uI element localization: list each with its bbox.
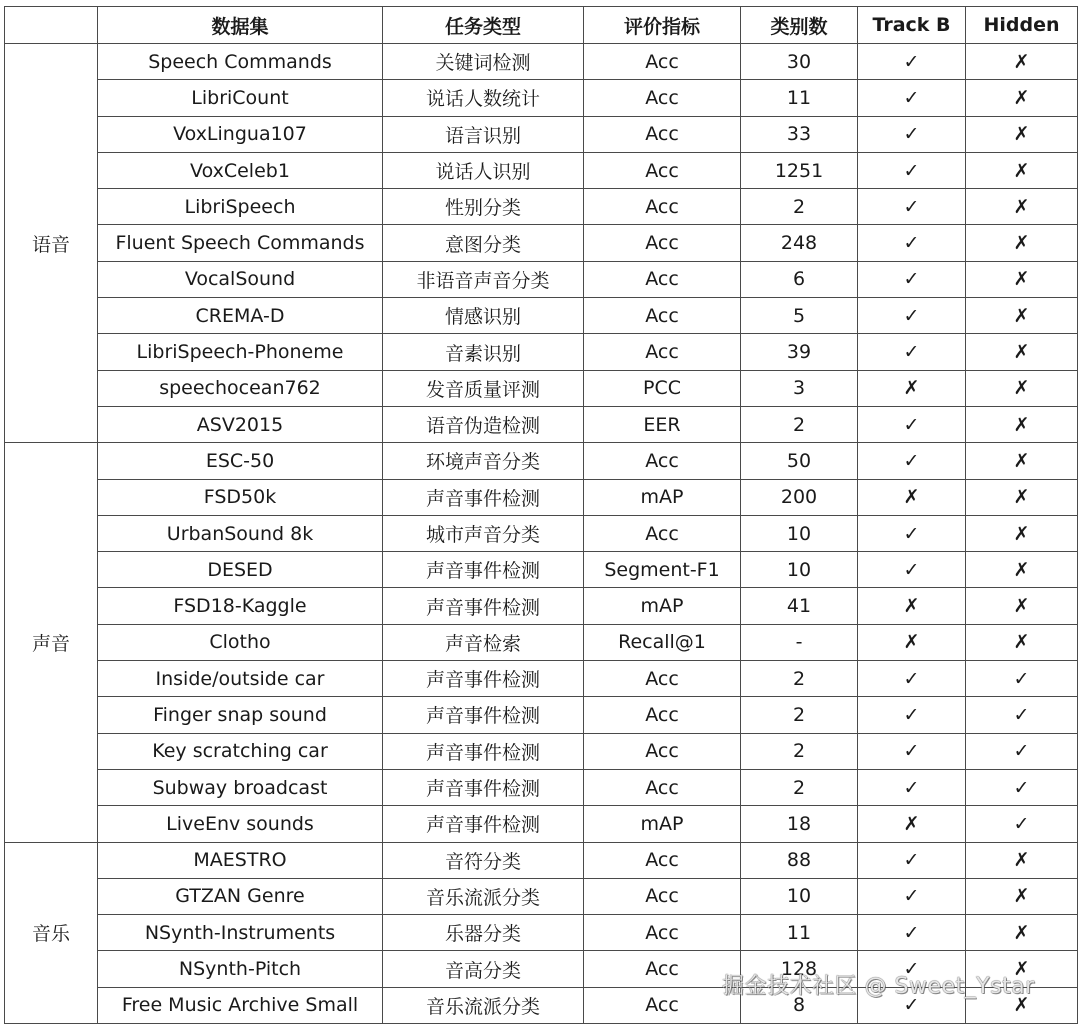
track-b-mark-icon: ✓ — [858, 661, 966, 697]
track-b-mark-icon: ✓ — [858, 733, 966, 769]
table-row — [5, 261, 1078, 297]
dataset-cell: VoxLingua107 — [98, 116, 383, 152]
table-row — [5, 443, 1078, 479]
header-dataset: 数据集 — [98, 7, 383, 44]
hidden-mark-icon: ✗ — [966, 44, 1078, 80]
table-row — [5, 370, 1078, 406]
table-row — [5, 769, 1078, 805]
task-type-cell: 语言识别 — [383, 116, 584, 152]
task-type-cell: 音乐流派分类 — [383, 987, 584, 1023]
category-label: 声音 — [5, 443, 98, 842]
metric-cell: Acc — [584, 261, 741, 297]
header-category — [5, 7, 98, 44]
track-b-mark-icon: ✓ — [858, 298, 966, 334]
task-type-cell: 声音检索 — [383, 624, 584, 660]
task-type-cell: 音符分类 — [383, 842, 584, 878]
table-row — [5, 915, 1078, 951]
table-row — [5, 189, 1078, 225]
dataset-cell: FSD18-Kaggle — [98, 588, 383, 624]
track-b-mark-icon: ✓ — [858, 878, 966, 914]
track-b-mark-icon: ✓ — [858, 225, 966, 261]
dataset-cell: Clotho — [98, 624, 383, 660]
dataset-cell: UrbanSound 8k — [98, 515, 383, 551]
metric-cell: Segment-F1 — [584, 552, 741, 588]
track-b-mark-icon: ✓ — [858, 80, 966, 116]
metric-cell: EER — [584, 406, 741, 442]
hidden-mark-icon: ✓ — [966, 697, 1078, 733]
hidden-mark-icon: ✗ — [966, 298, 1078, 334]
track-b-mark-icon: ✓ — [858, 951, 966, 987]
hidden-mark-icon: ✗ — [966, 370, 1078, 406]
metric-cell: mAP — [584, 479, 741, 515]
table-row — [5, 552, 1078, 588]
task-type-cell: 非语音声音分类 — [383, 261, 584, 297]
metric-cell: Acc — [584, 842, 741, 878]
track-b-mark-icon: ✓ — [858, 915, 966, 951]
metric-cell: Acc — [584, 733, 741, 769]
dataset-cell: ESC-50 — [98, 443, 383, 479]
dataset-cell: VocalSound — [98, 261, 383, 297]
hidden-mark-icon: ✗ — [966, 842, 1078, 878]
class-count-cell: 2 — [741, 733, 858, 769]
metric-cell: Acc — [584, 443, 741, 479]
task-type-cell: 说话人识别 — [383, 152, 584, 188]
task-type-cell: 情感识别 — [383, 298, 584, 334]
metric-cell: Acc — [584, 915, 741, 951]
track-b-mark-icon: ✓ — [858, 152, 966, 188]
metric-cell: Acc — [584, 116, 741, 152]
task-type-cell: 乐器分类 — [383, 915, 584, 951]
task-type-cell: 声音事件检测 — [383, 479, 584, 515]
hidden-mark-icon: ✗ — [966, 624, 1078, 660]
class-count-cell: 33 — [741, 116, 858, 152]
dataset-cell: DESED — [98, 552, 383, 588]
dataset-cell: Fluent Speech Commands — [98, 225, 383, 261]
dataset-cell: LiveEnv sounds — [98, 806, 383, 842]
class-count-cell: 2 — [741, 406, 858, 442]
hidden-mark-icon: ✗ — [966, 406, 1078, 442]
class-count-cell: 2 — [741, 189, 858, 225]
hidden-mark-icon: ✓ — [966, 733, 1078, 769]
metric-cell: Acc — [584, 987, 741, 1023]
table-row — [5, 661, 1078, 697]
task-type-cell: 音乐流派分类 — [383, 878, 584, 914]
track-b-mark-icon: ✓ — [858, 116, 966, 152]
benchmark-table — [4, 6, 1078, 1024]
dataset-cell: Key scratching car — [98, 733, 383, 769]
class-count-cell: 18 — [741, 806, 858, 842]
metric-cell: Acc — [584, 225, 741, 261]
table-row — [5, 878, 1078, 914]
dataset-cell: ASV2015 — [98, 406, 383, 442]
task-type-cell: 关键词检测 — [383, 44, 584, 80]
hidden-mark-icon: ✗ — [966, 951, 1078, 987]
table-row — [5, 334, 1078, 370]
metric-cell: Acc — [584, 80, 741, 116]
task-type-cell: 声音事件检测 — [383, 806, 584, 842]
class-count-cell: 2 — [741, 697, 858, 733]
track-b-mark-icon: ✓ — [858, 515, 966, 551]
track-b-mark-icon: ✓ — [858, 261, 966, 297]
task-type-cell: 音素识别 — [383, 334, 584, 370]
header-hidden: Hidden — [966, 7, 1078, 44]
track-b-mark-icon: ✓ — [858, 769, 966, 805]
watermark: 掘金技术社区 @ Sweet_Ystar — [722, 974, 1035, 999]
track-b-mark-icon: ✓ — [858, 406, 966, 442]
task-type-cell: 声音事件检测 — [383, 661, 584, 697]
table-row — [5, 152, 1078, 188]
hidden-mark-icon: ✗ — [966, 515, 1078, 551]
table-row — [5, 515, 1078, 551]
table-row — [5, 733, 1078, 769]
dataset-cell: Finger snap sound — [98, 697, 383, 733]
track-b-mark-icon: ✗ — [858, 806, 966, 842]
class-count-cell: - — [741, 624, 858, 660]
task-type-cell: 声音事件检测 — [383, 733, 584, 769]
hidden-mark-icon: ✗ — [966, 261, 1078, 297]
metric-cell: Acc — [584, 515, 741, 551]
dataset-cell: NSynth-Pitch — [98, 951, 383, 987]
dataset-cell: LibriSpeech — [98, 189, 383, 225]
table-row — [5, 806, 1078, 842]
table-row — [5, 588, 1078, 624]
task-type-cell: 声音事件检测 — [383, 588, 584, 624]
class-count-cell: 11 — [741, 80, 858, 116]
hidden-mark-icon: ✗ — [966, 152, 1078, 188]
track-b-mark-icon: ✓ — [858, 697, 966, 733]
class-count-cell: 8 — [741, 987, 858, 1023]
table-row — [5, 225, 1078, 261]
hidden-mark-icon: ✗ — [966, 189, 1078, 225]
task-type-cell: 声音事件检测 — [383, 552, 584, 588]
metric-cell: Acc — [584, 44, 741, 80]
class-count-cell: 30 — [741, 44, 858, 80]
dataset-cell: speechocean762 — [98, 370, 383, 406]
task-type-cell: 音高分类 — [383, 951, 584, 987]
task-type-cell: 城市声音分类 — [383, 515, 584, 551]
hidden-mark-icon: ✗ — [966, 878, 1078, 914]
dataset-cell: CREMA-D — [98, 298, 383, 334]
class-count-cell: 10 — [741, 552, 858, 588]
class-count-cell: 2 — [741, 769, 858, 805]
class-count-cell: 248 — [741, 225, 858, 261]
task-type-cell: 环境声音分类 — [383, 443, 584, 479]
hidden-mark-icon: ✗ — [966, 987, 1078, 1023]
table-row — [5, 842, 1078, 878]
dataset-cell: LibriSpeech-Phoneme — [98, 334, 383, 370]
class-count-cell: 39 — [741, 334, 858, 370]
track-b-mark-icon: ✓ — [858, 552, 966, 588]
task-type-cell: 声音事件检测 — [383, 697, 584, 733]
class-count-cell: 5 — [741, 298, 858, 334]
task-type-cell: 性别分类 — [383, 189, 584, 225]
table-row — [5, 116, 1078, 152]
metric-cell: Acc — [584, 697, 741, 733]
hidden-mark-icon: ✓ — [966, 769, 1078, 805]
dataset-cell: Speech Commands — [98, 44, 383, 80]
class-count-cell: 10 — [741, 878, 858, 914]
hidden-mark-icon: ✗ — [966, 80, 1078, 116]
class-count-cell: 50 — [741, 443, 858, 479]
table-row — [5, 406, 1078, 442]
hidden-mark-icon: ✗ — [966, 915, 1078, 951]
category-label: 语音 — [5, 44, 98, 443]
hidden-mark-icon: ✗ — [966, 225, 1078, 261]
metric-cell: Acc — [584, 152, 741, 188]
task-type-cell: 意图分类 — [383, 225, 584, 261]
dataset-cell: Inside/outside car — [98, 661, 383, 697]
hidden-mark-icon: ✗ — [966, 116, 1078, 152]
hidden-mark-icon: ✗ — [966, 479, 1078, 515]
metric-cell: Acc — [584, 951, 741, 987]
class-count-cell: 1251 — [741, 152, 858, 188]
metric-cell: Acc — [584, 189, 741, 225]
track-b-mark-icon: ✓ — [858, 443, 966, 479]
metric-cell: PCC — [584, 370, 741, 406]
dataset-cell: Free Music Archive Small — [98, 987, 383, 1023]
dataset-cell: FSD50k — [98, 479, 383, 515]
dataset-cell: VoxCeleb1 — [98, 152, 383, 188]
track-b-mark-icon: ✗ — [858, 624, 966, 660]
table-row — [5, 44, 1078, 80]
task-type-cell: 说话人数统计 — [383, 80, 584, 116]
dataset-cell: GTZAN Genre — [98, 878, 383, 914]
track-b-mark-icon: ✗ — [858, 479, 966, 515]
table-row — [5, 479, 1078, 515]
hidden-mark-icon: ✓ — [966, 661, 1078, 697]
metric-cell: Acc — [584, 878, 741, 914]
task-type-cell: 语音伪造检测 — [383, 406, 584, 442]
category-label: 音乐 — [5, 842, 98, 1023]
class-count-cell: 11 — [741, 915, 858, 951]
metric-cell: Acc — [584, 661, 741, 697]
track-b-mark-icon: ✓ — [858, 334, 966, 370]
track-b-mark-icon: ✗ — [858, 588, 966, 624]
dataset-cell: LibriCount — [98, 80, 383, 116]
class-count-cell: 10 — [741, 515, 858, 551]
class-count-cell: 128 — [741, 951, 858, 987]
class-count-cell: 200 — [741, 479, 858, 515]
metric-cell: mAP — [584, 806, 741, 842]
track-b-mark-icon: ✓ — [858, 189, 966, 225]
hidden-mark-icon: ✗ — [966, 552, 1078, 588]
class-count-cell: 3 — [741, 370, 858, 406]
track-b-mark-icon: ✓ — [858, 842, 966, 878]
track-b-mark-icon: ✓ — [858, 44, 966, 80]
header-track-b: Track B — [858, 7, 966, 44]
table-row — [5, 80, 1078, 116]
dataset-cell: MAESTRO — [98, 842, 383, 878]
header-metric: 评价指标 — [584, 7, 741, 44]
metric-cell: Recall@1 — [584, 624, 741, 660]
task-type-cell: 发音质量评测 — [383, 370, 584, 406]
hidden-mark-icon: ✗ — [966, 443, 1078, 479]
table-row — [5, 624, 1078, 660]
hidden-mark-icon: ✓ — [966, 806, 1078, 842]
class-count-cell: 41 — [741, 588, 858, 624]
track-b-mark-icon: ✓ — [858, 987, 966, 1023]
header-row — [5, 7, 1078, 44]
metric-cell: Acc — [584, 298, 741, 334]
track-b-mark-icon: ✗ — [858, 370, 966, 406]
table-row — [5, 697, 1078, 733]
hidden-mark-icon: ✗ — [966, 588, 1078, 624]
class-count-cell: 2 — [741, 661, 858, 697]
header-task: 任务类型 — [383, 7, 584, 44]
hidden-mark-icon: ✗ — [966, 334, 1078, 370]
dataset-cell: NSynth-Instruments — [98, 915, 383, 951]
dataset-cell: Subway broadcast — [98, 769, 383, 805]
metric-cell: Acc — [584, 769, 741, 805]
metric-cell: Acc — [584, 334, 741, 370]
header-classes: 类别数 — [741, 7, 858, 44]
table-row — [5, 298, 1078, 334]
class-count-cell: 6 — [741, 261, 858, 297]
class-count-cell: 88 — [741, 842, 858, 878]
metric-cell: mAP — [584, 588, 741, 624]
task-type-cell: 声音事件检测 — [383, 769, 584, 805]
